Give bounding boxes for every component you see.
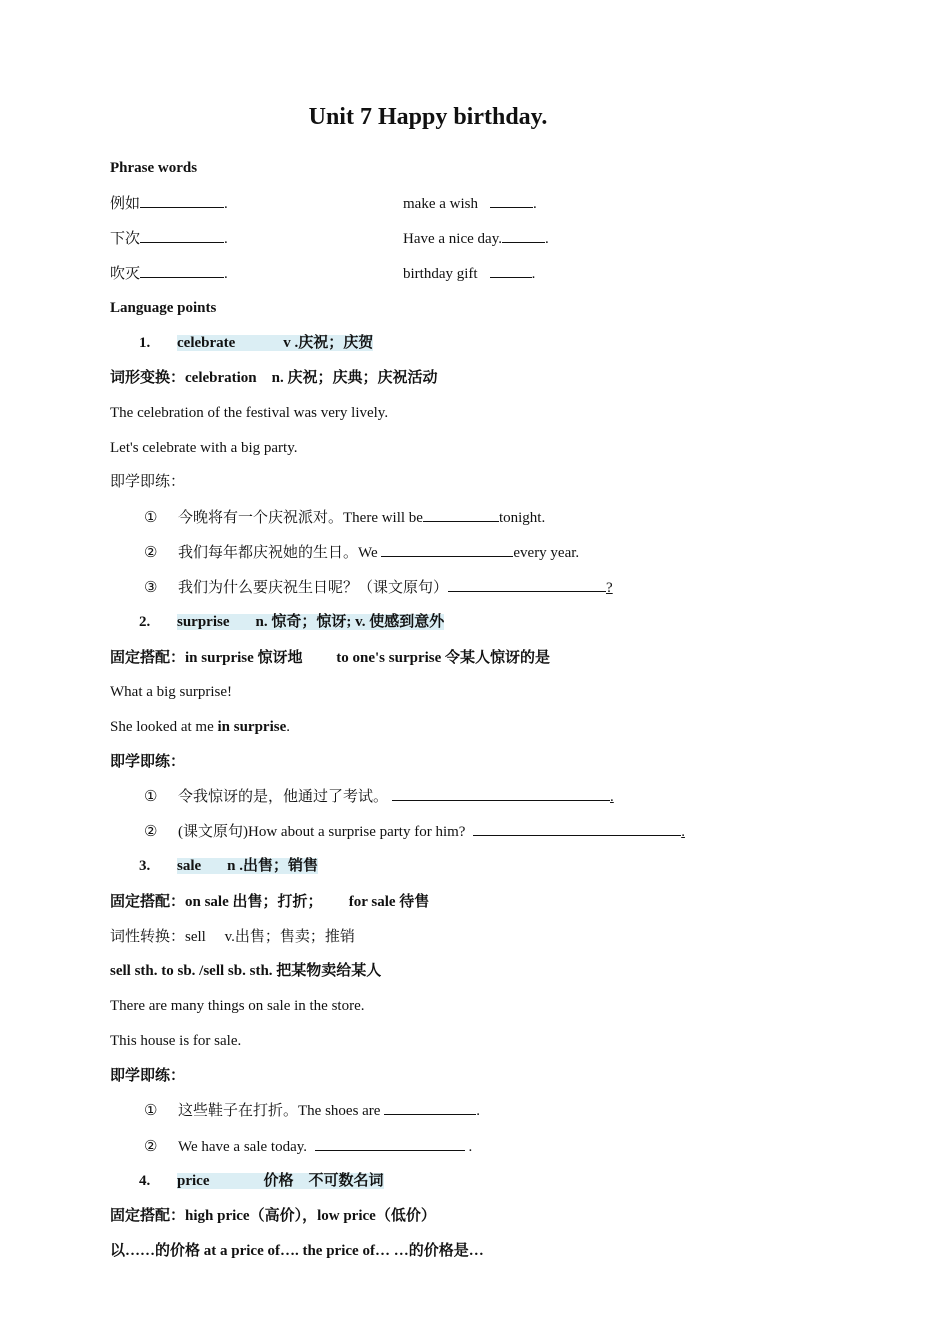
question-text-end: every year. bbox=[513, 545, 580, 561]
point-3-practice-label: 即学即练： bbox=[110, 1068, 186, 1084]
phrase-words-heading: Phrase words bbox=[110, 160, 198, 176]
phrase-en: make a wish bbox=[403, 196, 478, 212]
question-text-end: . bbox=[681, 824, 685, 840]
item-marker: ③ bbox=[144, 580, 158, 596]
point-2-header bbox=[139, 612, 444, 632]
answer-blank[interactable] bbox=[490, 193, 533, 208]
answer-blank[interactable] bbox=[473, 821, 681, 836]
blank-end: . bbox=[224, 196, 228, 212]
answer-blank[interactable] bbox=[502, 228, 545, 243]
answer-blank[interactable] bbox=[392, 786, 610, 801]
answer-blank[interactable] bbox=[140, 228, 224, 243]
phrase-row-2-left bbox=[110, 228, 228, 249]
blank-end: . bbox=[532, 196, 537, 212]
answer-blank[interactable] bbox=[384, 1100, 476, 1115]
answer-blank[interactable] bbox=[448, 577, 606, 592]
question-text: (课文原句)How about a surprise party for him? bbox=[178, 824, 470, 840]
phrase-row-2-right bbox=[403, 228, 549, 249]
point-1-header bbox=[139, 333, 373, 353]
answer-blank[interactable] bbox=[381, 542, 513, 557]
item-marker: ② bbox=[144, 545, 158, 561]
point-1-transform: 词形变换：celebration n. 庆祝；庆典；庆祝活动 bbox=[110, 370, 438, 386]
item-marker: ① bbox=[144, 1103, 158, 1119]
point-1-example-1: The celebration of the festival was very lively. bbox=[110, 405, 389, 421]
phrase-cn: 例如 bbox=[110, 196, 141, 212]
point-number: 3. bbox=[139, 858, 151, 874]
answer-blank[interactable] bbox=[140, 193, 224, 208]
question-text: 今晚将有一个庆祝派对。There will be bbox=[178, 510, 423, 526]
question-text: 我们每年都庆祝她的生日。We bbox=[178, 545, 382, 561]
point-1-question-3 bbox=[144, 577, 613, 598]
point-4-pattern: 以……的价格 at a price of…. the price of… …的价格是… bbox=[110, 1243, 484, 1259]
phrase-en: Have a nice day. bbox=[403, 231, 502, 247]
answer-blank[interactable] bbox=[315, 1136, 465, 1151]
point-2-practice-label: 即学即练： bbox=[110, 754, 186, 770]
item-marker: ① bbox=[144, 789, 158, 805]
point-2-question-1 bbox=[144, 786, 614, 807]
point-4-header bbox=[139, 1171, 384, 1191]
blank-end: . bbox=[224, 231, 228, 247]
blank-end: . bbox=[531, 266, 536, 282]
point-number: 2. bbox=[139, 614, 151, 630]
question-text-end: . bbox=[464, 1139, 473, 1155]
question-text: 令我惊讶的是，他通过了考试。 bbox=[178, 789, 389, 805]
point-3-keyword: sale n .出售；销售 bbox=[177, 858, 319, 874]
answer-blank[interactable] bbox=[140, 263, 224, 278]
point-3-transform: 词性转换：sell v.出售；售卖；推销 bbox=[110, 929, 355, 945]
phrase-row-1-right bbox=[403, 193, 537, 214]
point-1-example-2: Let's celebrate with a big party. bbox=[110, 440, 298, 456]
phrase-cn: 吹灭 bbox=[110, 266, 141, 282]
item-marker: ② bbox=[144, 824, 158, 840]
question-text: 这些鞋子在打折。The shoes are bbox=[178, 1103, 385, 1119]
language-points-heading: Language points bbox=[110, 300, 217, 316]
point-3-example-1: There are many things on sale in the store. bbox=[110, 998, 365, 1014]
question-text-end: tonight. bbox=[498, 510, 546, 526]
point-2-example-1: What a big surprise! bbox=[110, 684, 233, 700]
point-3-question-2 bbox=[144, 1136, 472, 1157]
page-title: Unit 7 Happy birthday. bbox=[308, 104, 548, 130]
answer-blank[interactable] bbox=[423, 507, 499, 522]
phrase-row-1-left bbox=[110, 193, 228, 214]
point-3-example-2: This house is for sale. bbox=[110, 1033, 242, 1049]
question-text: 我们为什么要庆祝生日呢？（课文原句） bbox=[178, 580, 449, 596]
point-4-collocation: 固定搭配：high price（高价），low price（低价） bbox=[110, 1208, 436, 1224]
phrase-row-3-left bbox=[110, 263, 228, 284]
point-3-collocation: 固定搭配：on sale 出售；打折； for sale 待售 bbox=[110, 894, 430, 910]
point-4-keyword: price 价格 不可数名词 bbox=[177, 1173, 384, 1189]
point-1-question-1 bbox=[144, 507, 545, 528]
point-number: 1. bbox=[139, 335, 151, 351]
point-2-keyword: surprise n. 惊奇；惊讶; v. 使感到意外 bbox=[177, 614, 445, 630]
point-3-pattern: sell sth. to sb. /sell sb. sth. 把某物卖给某人 bbox=[110, 963, 382, 979]
item-marker: ① bbox=[144, 510, 158, 526]
answer-blank[interactable] bbox=[490, 263, 532, 278]
question-text: We have a sale today. bbox=[178, 1139, 311, 1155]
question-text-end: . bbox=[476, 1103, 480, 1119]
point-1-practice-label: 即学即练： bbox=[110, 474, 186, 490]
point-3-header bbox=[139, 856, 318, 876]
point-2-question-2 bbox=[144, 821, 685, 842]
question-text-end: . bbox=[610, 789, 614, 805]
point-2-collocation: 固定搭配：in surprise 惊讶地 to one's surprise 令某人惊讶的是 bbox=[110, 650, 551, 666]
point-3-question-1 bbox=[144, 1100, 480, 1121]
phrase-cn: 下次 bbox=[110, 231, 141, 247]
phrase-row-3-right bbox=[403, 263, 535, 284]
item-marker: ② bbox=[144, 1139, 158, 1155]
blank-end: . bbox=[544, 231, 549, 247]
point-1-keyword: celebrate v .庆祝；庆贺 bbox=[177, 335, 374, 351]
blank-end: . bbox=[224, 266, 228, 282]
phrase-en: birthday gift bbox=[403, 266, 478, 282]
question-text-end: ? bbox=[606, 580, 613, 596]
point-2-example-2: She looked at me in surprise. bbox=[110, 719, 290, 735]
point-1-question-2 bbox=[144, 542, 579, 563]
point-number: 4. bbox=[139, 1173, 151, 1189]
